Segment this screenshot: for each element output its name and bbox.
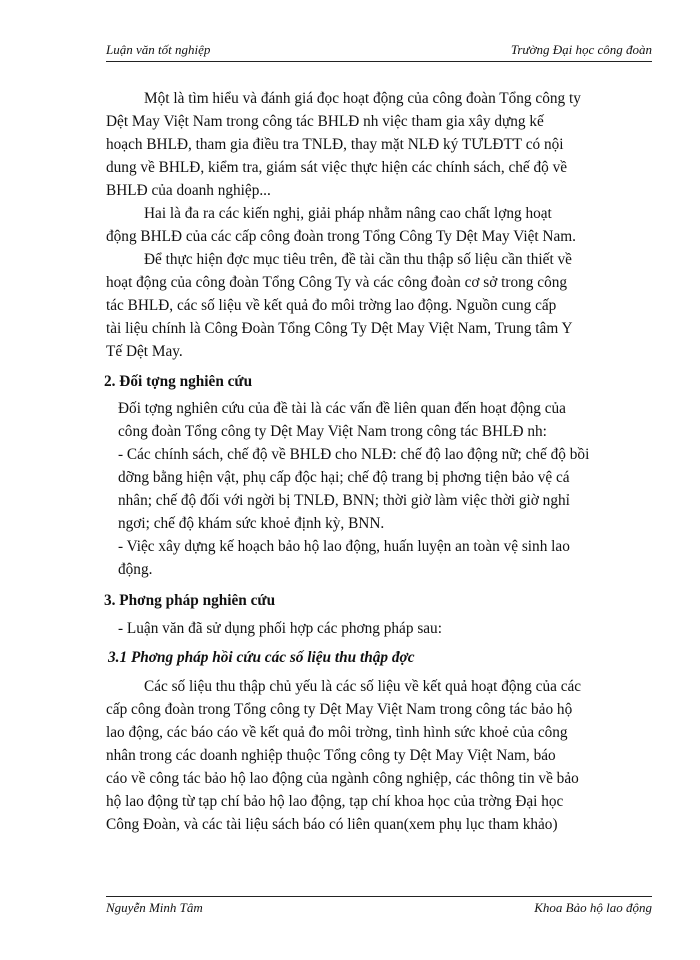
- text-line: cáo về công tác bảo hộ lao động của ngành công nghiệp, các thông tin về bảo: [106, 770, 579, 787]
- text-line: động BHLĐ của các cấp công đoàn trong Tổng Công Ty Dệt May Việt Nam.: [106, 228, 576, 245]
- text-line: Tế Dệt May.: [106, 343, 183, 360]
- text-line: nhân trong các doanh nghiệp thuộc Tổng công ty Dệt May Việt Nam, báo: [106, 747, 556, 764]
- header-rule: [106, 61, 652, 62]
- text-line: nhân; chế độ đối với ngời bị TNLĐ, BNN; thời giờ làm việc thời giờ nghỉ: [118, 492, 570, 509]
- text-line: dỡng bằng hiện vật, phụ cấp độc hại; chế độ trang bị phơng tiện bảo vệ cá: [118, 469, 570, 486]
- text-line: - Luận văn đã sử dụng phối hợp các phơng pháp sau:: [118, 620, 442, 637]
- text-line: hộ lao động từ tạp chí bảo hộ lao động, tạp chí khoa học của trờng Đại học: [106, 793, 564, 810]
- text-line: Công Đoàn, và các tài liệu sách báo có liên quan(xem phụ lục tham khảo): [106, 816, 558, 833]
- header-left-text: Luận văn tốt nghiệp: [106, 42, 211, 57]
- section-heading: 3. Phơng pháp nghiên cứu: [104, 592, 276, 609]
- text-line: lao động, các báo cáo về kết quả đo môi trờng, tình hình sức khoẻ của công: [106, 724, 568, 741]
- text-line: hoạch BHLĐ, tham gia điều tra TNLĐ, thay mặt NLĐ ký TƯLĐTT có nội: [106, 136, 564, 153]
- text-line: Để thực hiện đợc mục tiêu trên, đề tài cần thu thập số liệu cần thiết về: [144, 251, 572, 268]
- page-header: [106, 40, 652, 64]
- text-line: Một là tìm hiểu và đánh giá đọc hoạt động của công đoàn Tổng công ty: [144, 90, 581, 107]
- footer-rule: [106, 896, 652, 897]
- section-heading: 2. Đối tợng nghiên cứu: [104, 373, 253, 390]
- text-line: ngơi; chế độ khám sức khoẻ định kỳ, BNN.: [118, 515, 385, 532]
- text-line: động.: [118, 561, 153, 578]
- text-line: hoạt động của công đoàn Tổng Công Ty và các công đoàn cơ sở trong công: [106, 274, 568, 291]
- text-line: - Các chính sách, chế độ về BHLĐ cho NLĐ: chế độ lao động nữ; chế độ bồi: [118, 446, 590, 463]
- text-line: Hai là đa ra các kiến nghị, giải pháp nhằm nâng cao chất lợng hoạt: [144, 205, 552, 222]
- text-line: - Việc xây dựng kế hoạch bảo hộ lao động, huấn luyện an toàn vệ sinh lao: [118, 538, 570, 555]
- text-line: công đoàn Tổng công ty Dệt May Việt Nam trong công tác BHLĐ nh:: [118, 423, 547, 440]
- footer-right-text: Khoa Bảo hộ lao động: [534, 900, 652, 915]
- text-line: Dệt May Việt Nam trong công tác BHLĐ nh việc tham gia xây dựng kế: [106, 113, 544, 130]
- text-line: tài liệu chính là Công Đoàn Tổng Công Ty Dệt May Việt Nam, Trung tâm Y: [106, 320, 573, 337]
- page-footer: [106, 896, 652, 920]
- footer-left-text: Nguyễn Minh Tâm: [106, 900, 203, 915]
- subsection-heading: 3.1 Phơng pháp hồi cứu các số liệu thu thập đợc: [108, 649, 415, 666]
- text-line: Các số liệu thu thập chủ yếu là các số liệu về kết quả hoạt động của các: [144, 678, 582, 695]
- text-line: cấp công đoàn trong Tổng công ty Dệt May Việt Nam trong công tác bảo hộ: [106, 701, 573, 718]
- text-line: Đối tợng nghiên cứu của đề tài là các vấn đề liên quan đến hoạt động của: [118, 400, 566, 417]
- header-right-text: Trường Đại học công đoàn: [510, 42, 652, 57]
- text-line: BHLĐ của doanh nghiệp...: [106, 182, 271, 199]
- text-line: tác BHLĐ, các số liệu về kết quả đo môi trờng lao động. Nguồn cung cấp: [106, 297, 557, 314]
- text-line: dung về BHLĐ, kiểm tra, giám sát việc thực hiện các chính sách, chế độ về: [106, 159, 568, 176]
